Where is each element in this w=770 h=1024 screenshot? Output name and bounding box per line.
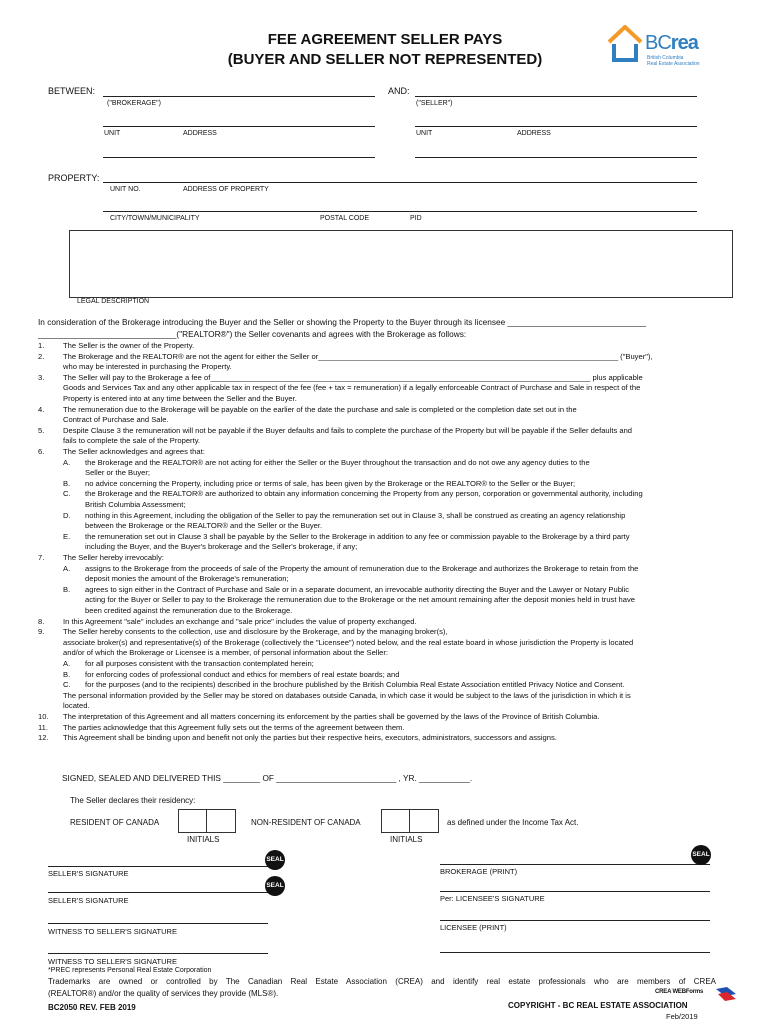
trademark-line1: Trademarks are owned or controlled by The Canadian Real Estate Association (CREA) and identify real estate professionals who are members of CREA xyxy=(48,977,716,986)
clause-text: for enforcing codes of professional conduct and ethics for members of real estate boards; and xyxy=(85,669,400,679)
nonresident-initials-box[interactable] xyxy=(381,809,439,833)
brokerage-print-caption: BROKERAGE (PRINT) xyxy=(440,867,518,876)
brokerage-address-line2[interactable] xyxy=(103,157,375,158)
resident-initials-caption: INITIALS xyxy=(187,835,220,844)
clause-line xyxy=(38,373,738,384)
brokerage-name-field[interactable] xyxy=(103,96,375,97)
clause-text: Property is entered into at any time between the Seller and the Buyer. xyxy=(63,394,297,403)
clause-line xyxy=(38,458,738,469)
clause-text: fails to complete the sale of the Property. xyxy=(63,436,201,446)
clause-text: In this Agreement "sale" includes an exchange and "sale price" includes the value of property exchanged. xyxy=(63,616,417,626)
clause-text: for the purposes (and to the recipients) described in the brochure published by the British Columbia Real Estate Association entitled Privacy Notice and Consent. xyxy=(85,680,625,690)
clause-text: The Seller acknowledges and agrees that: xyxy=(63,447,205,456)
clause-text: acting for the Buyer or Seller to pay to the Brokerage the remuneration due to the Brokerage or the net amount remaining after the deposit monies held in trust have xyxy=(85,595,636,605)
clause-number: B. xyxy=(63,584,71,594)
intro-line1: In consideration of the Brokerage introducing the Buyer and the Seller or showing the Property to the Buyer through its licensee ______________________________ xyxy=(38,317,646,327)
licensee-signature-caption: Per: LICENSEE'S SIGNATURE xyxy=(440,894,545,903)
clause-line xyxy=(38,712,738,723)
legal-description-caption: LEGAL DESCRIPTION xyxy=(77,298,150,305)
clause-text: The Brokerage and the REALTOR® are not the agent for either the Seller or_______________________________________________________________________ ("Buyer"), xyxy=(63,351,653,361)
clause-number: A. xyxy=(63,563,71,573)
clause-text: The remuneration due to the Brokerage will be payable on the earlier of the date the purchase and sale is completed or the completion date set out in the xyxy=(63,404,577,414)
city-postal-pid-field[interactable] xyxy=(103,211,697,212)
witness-signature-line-2[interactable] xyxy=(48,953,268,954)
clause-line xyxy=(38,479,738,490)
clause-line xyxy=(38,415,738,426)
clause-line xyxy=(38,383,738,394)
witness-caption-2: WITNESS TO SELLER'S SIGNATURE xyxy=(48,957,177,966)
clause-line xyxy=(38,733,738,744)
resident-label: RESIDENT OF CANADA xyxy=(70,818,160,827)
seller-signature-line-1[interactable] xyxy=(48,866,268,867)
and-label: AND: xyxy=(388,86,410,96)
clause-text: the remuneration set out in Clause 3 shall be payable by the Seller to the Brokerage in addition to any fee or commission payable to the Brokerage by a third party xyxy=(85,531,630,541)
clause-number: C. xyxy=(63,680,71,690)
clause-text: The Seller hereby irrevocably: xyxy=(63,553,164,562)
clause-number: 8. xyxy=(38,616,45,626)
clause-line xyxy=(38,553,738,564)
clause-number: D. xyxy=(63,510,71,520)
clause-number: B. xyxy=(63,478,71,488)
bcrea-logo xyxy=(605,22,715,70)
clause-number: A. xyxy=(63,457,71,467)
clause-text: between the Brokerage or the REALTOR® and the Seller or the Buyer. xyxy=(85,521,323,531)
brokerage-print-line[interactable] xyxy=(440,864,710,865)
property-label: PROPERTY: xyxy=(48,173,100,183)
clause-text: for all purposes consistent with the transaction contemplated herein; xyxy=(85,659,314,668)
prec-note: *PREC represents Personal Real Estate Corporation xyxy=(48,967,212,974)
clause-line xyxy=(38,426,738,437)
seller-signature-caption-1: SELLER'S SIGNATURE xyxy=(48,869,129,878)
residency-declares: The Seller declares their residency: xyxy=(70,796,196,805)
clause-text: Seller or the Buyer; xyxy=(85,468,150,478)
city-caption: CITY/TOWN/MUNICIPALITY xyxy=(110,215,200,222)
income-tax-act-note: as defined under the Income Tax Act. xyxy=(447,818,579,827)
clause-number: 7. xyxy=(38,553,45,562)
seller-signature-caption-2: SELLER'S SIGNATURE xyxy=(48,896,129,905)
clause-line xyxy=(38,468,738,479)
clause-number: 6. xyxy=(38,447,45,456)
clause-line xyxy=(38,542,738,553)
resident-initials-box[interactable] xyxy=(178,809,236,833)
house-icon xyxy=(605,22,645,66)
pid-caption: PID xyxy=(410,215,422,222)
logo-rea: rea xyxy=(670,32,698,54)
witness-signature-line-1[interactable] xyxy=(48,923,268,924)
brokerage-address-caption: ADDRESS xyxy=(183,130,217,137)
clause-text: no advice concerning the Property, including price or terms of sale, has been given by the Brokerage or the REALTOR® to the Seller or the Buyer; xyxy=(85,478,576,488)
form-number: BC2050 REV. FEB 2019 xyxy=(48,1003,136,1012)
clause-line xyxy=(38,648,738,659)
clause-number: E. xyxy=(63,531,71,541)
property-address-field[interactable] xyxy=(103,182,697,183)
unit-no-caption: UNIT NO. xyxy=(110,186,141,193)
seller-signature-line-2[interactable] xyxy=(48,892,268,893)
clause-line xyxy=(38,638,738,649)
brokerage-address-field[interactable] xyxy=(103,126,375,127)
clause-text: who may be interested in purchasing the Property. xyxy=(63,362,232,372)
postal-code-caption: POSTAL CODE xyxy=(320,215,370,222)
clause-line xyxy=(38,627,738,638)
clause-text: including the Buyer, and the Buyer's brokerage and the Seller's brokerage, if any; xyxy=(85,542,358,552)
clause-line xyxy=(38,394,738,405)
seller-unit-caption: UNIT xyxy=(416,130,433,137)
clause-number: 10. xyxy=(38,712,49,721)
clause-text: assigns to the Brokerage from the proceeds of sale of the Property the amount of remuneration due to the Brokerage and authorizes the Brokerage to retain from the xyxy=(85,563,639,573)
clause-number: 12. xyxy=(38,733,49,743)
seller-address-field[interactable] xyxy=(415,126,697,127)
clause-line xyxy=(38,532,738,543)
nonresident-initials-caption: INITIALS xyxy=(390,835,423,844)
clause-text: Contract of Purchase and Sale. xyxy=(63,415,169,425)
clause-line xyxy=(38,564,738,575)
clause-text: British Columbia Assessment; xyxy=(85,500,186,509)
logo-sub2: Real Estate Association xyxy=(647,61,700,67)
clause-text: deposit monies the amount of the Brokerage's remuneration; xyxy=(85,574,289,584)
clause-line xyxy=(38,691,738,702)
clause-text: The interpretation of this Agreement and all matters concerning its enforcement by the parties shall be governed by the laws of the Province of British Columbia. xyxy=(63,712,600,721)
clause-text: and/or of which the Brokerage or Licensee is a member, of personal information about the Seller: xyxy=(63,648,389,658)
clause-number: C. xyxy=(63,489,71,499)
clause-line xyxy=(38,670,738,681)
form-date: Feb/2019 xyxy=(666,1012,698,1021)
clause-text: The Seller is the owner of the Property. xyxy=(63,341,195,350)
clause-text: agrees to sign either in the Contract of Purchase and Sale or in a separate document, an irrevocable authority directing the Buyer and the Lawyer or Notary Public xyxy=(85,584,630,594)
clause-text: The personal information provided by the Seller may be stored on databases outside Canada, in which case it would be subject to the laws of the jurisdiction in which it is xyxy=(63,690,631,700)
logo-bc: BC xyxy=(645,32,671,54)
clause-text: the Brokerage and the REALTOR® are authorized to obtain any information concerning the Property from any person, corporation or governmental authority, including xyxy=(85,489,643,499)
clause-line xyxy=(38,362,738,373)
crea-webforms-logo: CREA WEBForms xyxy=(655,989,704,995)
form-title-line2: (BUYER AND SELLER NOT REPRESENTED) xyxy=(227,51,543,68)
clause-line xyxy=(38,723,738,734)
witness-caption-1: WITNESS TO SELLER'S SIGNATURE xyxy=(48,927,177,936)
clause-line xyxy=(38,500,738,511)
clause-text: the Brokerage and the REALTOR® are not acting for either the Seller or the Buyer throughout the transaction and do not owe any agency duties to the xyxy=(85,457,590,467)
clause-number: 3. xyxy=(38,372,45,382)
between-label: BETWEEN: xyxy=(48,86,96,96)
clause-text: The Seller will pay to the Brokerage a fee of__________________________________________________________________________________________ plus applicable xyxy=(63,372,643,382)
seller-name-field[interactable] xyxy=(415,96,697,97)
webforms-flag-icon xyxy=(715,986,737,1002)
clause-line xyxy=(38,701,738,712)
seal-icon: SEAL xyxy=(691,845,711,865)
seal-icon: SEAL xyxy=(265,850,285,870)
clause-text: This Agreement shall be binding upon and benefit not only the parties but their respective heirs, executors, administrators, successors and assigns. xyxy=(63,733,557,743)
clause-number: 9. xyxy=(38,627,45,637)
clause-number: 1. xyxy=(38,341,45,350)
clause-line xyxy=(38,521,738,532)
clause-line xyxy=(38,489,738,500)
clause-line xyxy=(38,511,738,522)
copyright: COPYRIGHT - BC REAL ESTATE ASSOCIATION xyxy=(508,1001,688,1010)
address-of-property-caption: ADDRESS OF PROPERTY xyxy=(183,186,269,193)
clause-text: located. xyxy=(63,701,90,711)
clause-text: The Seller hereby consents to the collection, use and disclosure by the Brokerage, and by the managing broker(s), xyxy=(63,627,448,637)
clause-line xyxy=(38,341,738,352)
clause-text: associate broker(s) and representative(s) of the Brokerage (collectively the "Licensee") noted below, and the real estate board in whose jurisdiction the Property is located xyxy=(63,637,634,647)
intro-line2: ______________________________("REALTOR®") the Seller covenants and agrees with the Brokerage as follows: xyxy=(38,329,467,339)
legal-description-box[interactable] xyxy=(69,230,733,298)
logo-sub1: British Columbia xyxy=(647,55,684,61)
clause-number: 4. xyxy=(38,404,45,414)
clause-line xyxy=(38,352,738,363)
seal-icon: SEAL xyxy=(265,876,285,896)
clause-text: The parties acknowledge that this Agreement fully sets out the terms of the agreement between them. xyxy=(63,722,405,732)
clause-line xyxy=(38,447,738,458)
licensee-signature-line[interactable] xyxy=(440,891,710,892)
licensee-print-caption: LICENSEE (PRINT) xyxy=(440,923,507,932)
seller-address-line2[interactable] xyxy=(415,157,697,158)
clause-line xyxy=(38,405,738,416)
nonresident-label: NON-RESIDENT OF CANADA xyxy=(251,818,361,827)
clause-text: Despite Clause 3 the remuneration will not be payable if the Buyer defaults and fails to complete the purchase of the Property but will be payable if the Seller defaults and xyxy=(63,425,633,435)
brokerage-caption: ("BROKERAGE") xyxy=(107,100,161,107)
licensee-print-line[interactable] xyxy=(440,920,710,921)
clause-number: B. xyxy=(63,669,71,679)
seller-address-caption: ADDRESS xyxy=(517,130,551,137)
clause-number: A. xyxy=(63,659,71,668)
clause-line xyxy=(38,436,738,447)
clause-line xyxy=(38,617,738,628)
seller-caption: ("SELLER") xyxy=(416,100,453,107)
extra-signature-line[interactable] xyxy=(440,952,710,953)
clause-text: Goods and Services Tax and any other applicable tax in respect of the fee (fee + tax = remuneration) if a legally enforceable Contract of Purchase and Sale in respect of the xyxy=(63,383,641,393)
trademark-line2: (REALTOR®) and/or the quality of services they provide (MLS®). xyxy=(48,989,279,998)
clause-line xyxy=(38,659,738,670)
clause-line xyxy=(38,595,738,606)
brokerage-unit-caption: UNIT xyxy=(104,130,121,137)
clause-line xyxy=(38,680,738,691)
clause-number: 2. xyxy=(38,351,45,361)
signed-line: SIGNED, SEALED AND DELIVERED THIS ________ OF __________________________ , YR. ___________. xyxy=(62,773,473,783)
clause-line xyxy=(38,574,738,585)
form-title-line1: FEE AGREEMENT SELLER PAYS xyxy=(267,31,503,48)
clause-text: nothing in this Agreement, including the obligation of the Seller to pay the remuneration set out in Clause 3, shall be construed as creating an agency relationship xyxy=(85,510,626,520)
clause-number: 5. xyxy=(38,425,45,435)
clause-text: been credited against the remuneration due to the Brokerage. xyxy=(85,606,293,615)
clause-line xyxy=(38,585,738,596)
clause-line xyxy=(38,606,738,617)
clause-number: 11. xyxy=(38,722,48,732)
